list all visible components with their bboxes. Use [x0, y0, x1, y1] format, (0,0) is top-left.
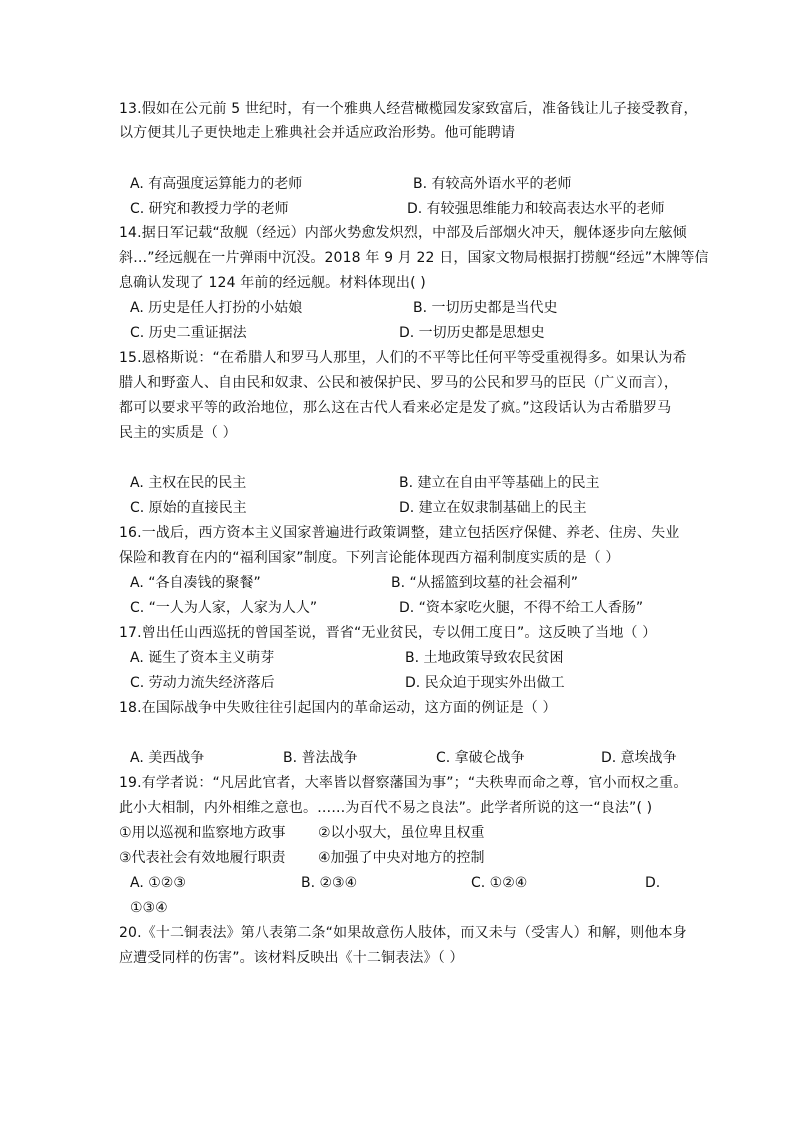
question-16-option-c[interactable]: C. “一人为人家，人家为人人” [130, 600, 318, 616]
question-19-statement-1: ①用以巡视和监察地方政事 [119, 825, 286, 841]
question-19-statement-3: ③代表社会有效地履行职责 [119, 850, 286, 866]
question-18-stem-line-1: 18.在国际战争中失败往往引起国内的革命运动，这方面的例证是（ ） [119, 700, 557, 716]
question-17-option-a[interactable]: A. 诞生了资本主义萌芽 [130, 650, 275, 666]
question-13-option-a[interactable]: A. 有高强度运算能力的老师 [130, 176, 303, 192]
question-19-option-d[interactable]: D. [645, 875, 661, 891]
question-14-stem-line-2: 斜…”经远舰在一片弹雨中沉没。2018 年 9 月 22 日，国家文物局根据打捞舰“经远”木牌等信 [119, 250, 709, 266]
question-17-option-c[interactable]: C. 劳动力流失经济落后 [130, 675, 275, 691]
question-19-stem-line-2: 此小大相制，内外相维之意也。……为百代不易之良法”。此学者所说的这一“良法”( ) [119, 800, 653, 816]
question-13-option-d[interactable]: D. 有较强思维能力和较高表达水平的老师 [407, 201, 665, 217]
question-19-statement-2: ②以小驭大，虽位卑且权重 [318, 825, 485, 841]
question-14-option-a[interactable]: A. 历史是任人打扮的小姑娘 [130, 300, 303, 316]
question-16-option-a[interactable]: A. “各自凑钱的聚餐” [130, 575, 261, 591]
question-16-stem-line-1: 16.一战后，西方资本主义国家普遍进行政策调整，建立包括医疗保健、养老、住房、失业 [119, 525, 680, 541]
question-15-option-d[interactable]: D. 建立在奴隶制基础上的民主 [399, 500, 587, 516]
question-17-stem-line-1: 17.曾出任山西巡抚的曾国荃说，晋省“无业贫民，专以佣工度日”。这反映了当地（ ） [119, 625, 657, 641]
question-14-option-d[interactable]: D. 一切历史都是思想史 [399, 325, 545, 341]
question-13-option-b[interactable]: B. 有较高外语水平的老师 [413, 176, 572, 192]
question-14-stem-line-3: 息确认发现了 124 年前的经远舰。材料体现出( ) [119, 275, 426, 291]
question-15-stem-line-4: 民主的实质是（ ） [119, 425, 237, 441]
question-15-stem-line-2: 腊人和野蛮人、自由民和奴隶、公民和被保护民、罗马的公民和罗马的臣民（广义而言）， [119, 375, 678, 391]
question-14-stem-line-1: 14.据日军记载“敌舰（经远）内部火势愈发炽烈，中部及后部烟火冲天，舰体逐步向左舷倾 [119, 225, 687, 241]
question-15-option-c[interactable]: C. 原始的直接民主 [130, 500, 247, 516]
question-16-option-b[interactable]: B. “从摇篮到坟墓的社会福利” [391, 575, 579, 591]
question-18-option-a[interactable]: A. 美西战争 [130, 750, 205, 766]
question-15-stem-line-1: 15.恩格斯说：“在希腊人和罗马人那里，人们的不平等比任何平等受重视得多。如果认为希 [119, 350, 687, 366]
question-19-option-d-text[interactable]: ①③④ [130, 900, 168, 916]
question-19-option-b[interactable]: B. ②③④ [301, 875, 358, 891]
question-19-stem-line-1: 19.有学者说：“凡居此官者，大率皆以督察藩国为事”；“夫秩卑而命之尊，官小而权之重。 [119, 775, 688, 791]
question-16-option-d[interactable]: D. “资本家吃火腿，不得不给工人香肠” [399, 600, 644, 616]
question-18-option-b[interactable]: B. 普法战争 [283, 750, 358, 766]
question-16-stem-line-2: 保险和教育在内的“福利国家”制度。下列言论能体现西方福利制度实质的是（ ） [119, 550, 620, 566]
question-15-option-b[interactable]: B. 建立在自由平等基础上的民主 [399, 475, 600, 491]
question-19-option-c[interactable]: C. ①②④ [471, 875, 528, 891]
question-19-statement-4: ④加强了中央对地方的控制 [318, 850, 485, 866]
question-18-option-c[interactable]: C. 拿破仑战争 [436, 750, 525, 766]
question-19-option-a[interactable]: A. ①②③ [130, 875, 186, 891]
question-13-stem-line-2: 以方便其儿子更快地走上雅典社会并适应政治形势。他可能聘请 [119, 125, 516, 141]
question-14-option-c[interactable]: C. 历史二重证据法 [130, 325, 247, 341]
question-18-option-d[interactable]: D. 意埃战争 [601, 750, 677, 766]
question-20-stem-line-1: 20.《十二铜表法》第八表第二条“如果故意伤人肢体，而又未与（受害人）和解，则他本身 [119, 925, 687, 941]
question-14-option-b[interactable]: B. 一切历史都是当代史 [413, 300, 558, 316]
question-17-option-d[interactable]: D. 民众迫于现实外出做工 [405, 675, 565, 691]
question-17-option-b[interactable]: B. 土地政策导致农民贫困 [405, 650, 564, 666]
question-13-option-c[interactable]: C. 研究和教授力学的老师 [130, 201, 289, 217]
question-15-stem-line-3: 都可以要求平等的政治地位，那么这在古代人看来必定是发了疯。”这段话认为古希腊罗马 [119, 400, 672, 416]
question-20-stem-line-2: 应遭受同样的伤害”。该材料反映出《十二铜表法》（ ） [119, 950, 464, 966]
question-15-option-a[interactable]: A. 主权在民的民主 [130, 475, 247, 491]
question-13-stem-line-1: 13.假如在公元前 5 世纪时，有一个雅典人经营橄榄园发家致富后，准备钱让儿子接受教育， [119, 101, 698, 117]
